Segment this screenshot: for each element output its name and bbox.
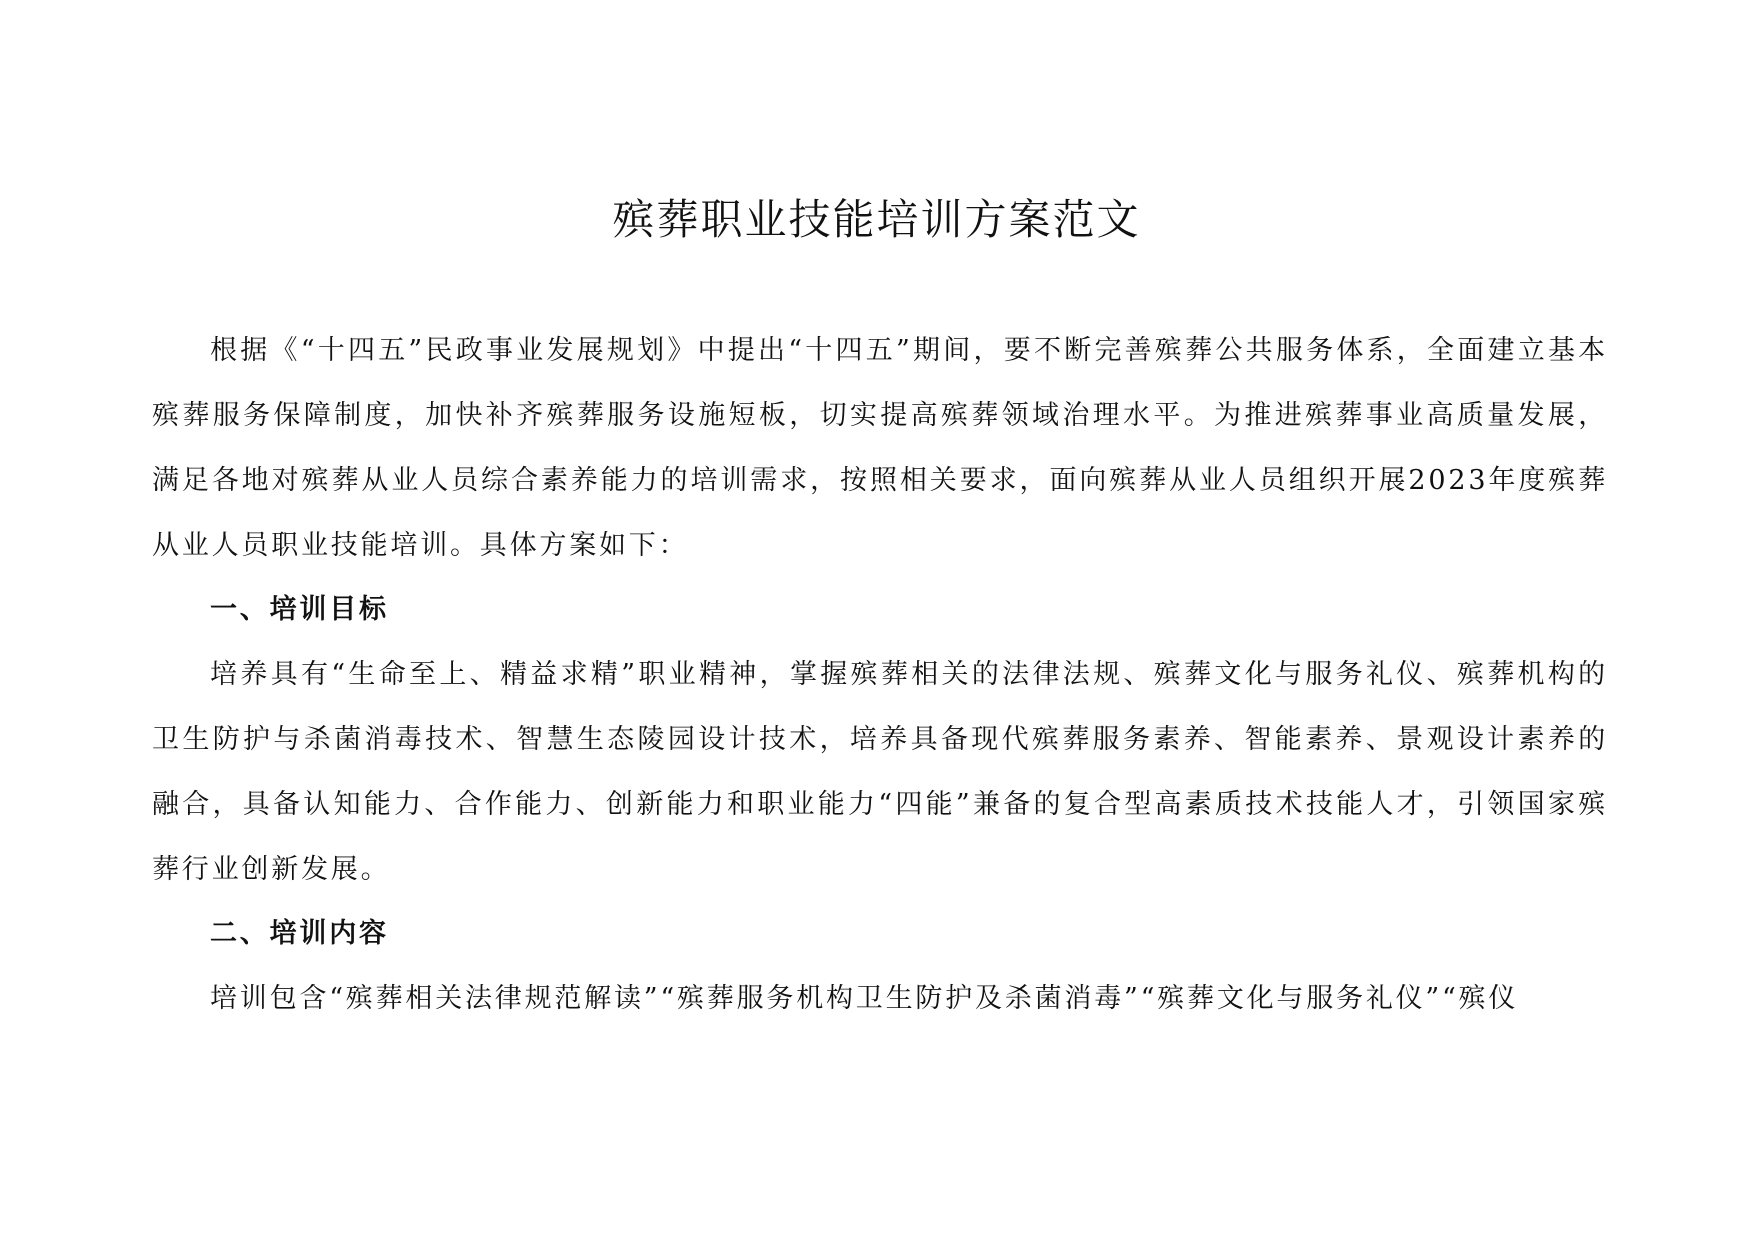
section-heading-training-content: 二、培训内容 (210, 918, 389, 949)
document-title: 殡葬职业技能培训方案范文 (612, 195, 1141, 244)
section-paragraph-training-goals: 培养具有“生命至上、精益求精”职业精神，掌握殡葬相关的法律法规、殡葬文化与服务礼仪、殡葬机构的卫生防护与杀菌消毒技术、智慧生态陵园设计技术，培养具备现代殡葬服务素养、智能素养、景观设计素养的融合，具备认知能力、合作能力、创新能力和职业能力“四能”兼备的复合型高素质技术技能人才，引领国家殡葬行业创新发展。 (152, 659, 1608, 885)
intro-paragraph: 根据《“十四五”民政事业发展规划》中提出“十四五”期间，要不断完善殡葬公共服务体系，全面建立基本殡葬服务保障制度，加快补齐殡葬服务设施短板，切实提高殡葬领域治理水平。为推进殡葬事业高质量发展，满足各地对殡葬从业人员综合素养能力的培训需求，按照相关要求，面向殡葬从业人员组织开展2023年度殡葬从业人员职业技能培训。具体方案如下： (152, 335, 1608, 561)
section-heading-training-goals: 一、培训目标 (210, 594, 389, 625)
section-paragraph-training-content: 培训包含“殡葬相关法律规范解读”“殡葬服务机构卫生防护及杀菌消毒”“殡葬文化与服务礼仪”“殡仪 (210, 983, 1519, 1014)
document-body (152, 318, 1608, 1031)
